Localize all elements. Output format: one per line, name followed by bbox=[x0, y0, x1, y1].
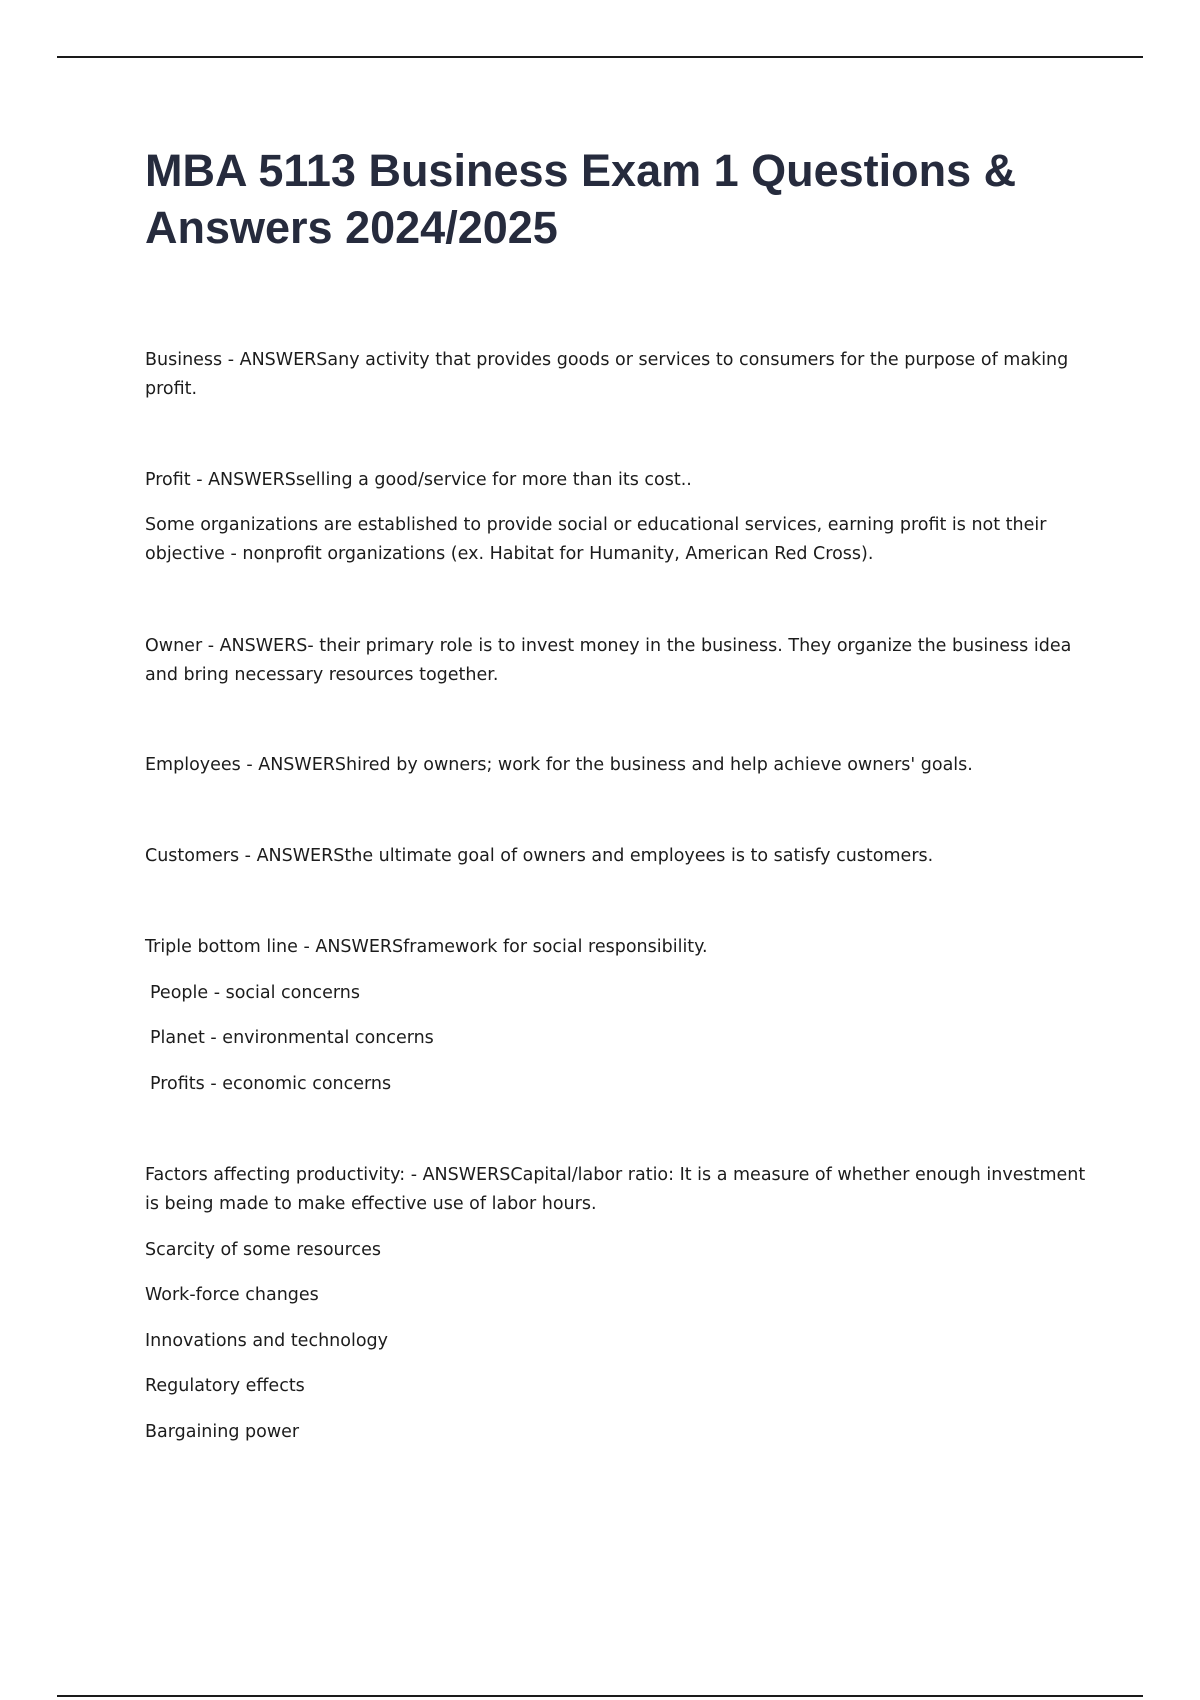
qa-owner: Owner - ANSWERS- their primary role is to invest money in the business. They organize the business idea and bring necessary resources together. bbox=[145, 636, 1072, 685]
list-item-bargaining: Bargaining power bbox=[145, 1422, 300, 1442]
qa-business: Business - ANSWERSany activity that provides goods or services to consumers for the purpose of making profit. bbox=[145, 350, 1069, 399]
list-item-scarcity: Scarcity of some resources bbox=[145, 1240, 381, 1260]
list-item-people: People - social concerns bbox=[150, 983, 360, 1003]
list-item-profits: Profits - economic concerns bbox=[150, 1074, 392, 1094]
qa-profit-note: Some organizations are established to provide social or educational services, earning profit is not their objective - nonprofit organizations (ex. Habitat for Humanity, American Red Cross). bbox=[145, 515, 1047, 564]
list-item-workforce: Work-force changes bbox=[145, 1285, 319, 1305]
qa-triple-bottom-line: Triple bottom line - ANSWERSframework for social responsibility. bbox=[145, 937, 708, 957]
qa-customers: Customers - ANSWERSthe ultimate goal of owners and employees is to satisfy customers. bbox=[145, 846, 934, 866]
top-rule bbox=[57, 56, 1143, 58]
document-title: MBA 5113 Business Exam 1 Questions & Answers 2024/2025 bbox=[145, 145, 1017, 253]
qa-factors-productivity: Factors affecting productivity: - ANSWERSCapital/labor ratio: It is a measure of whether enough investment is being made to make effective use of labor hours. bbox=[145, 1165, 1086, 1214]
list-item-innovations: Innovations and technology bbox=[145, 1331, 388, 1351]
list-item-planet: Planet - environmental concerns bbox=[150, 1028, 434, 1048]
qa-employees: Employees - ANSWERShired by owners; work for the business and help achieve owners' goals. bbox=[145, 755, 973, 775]
list-item-regulatory: Regulatory effects bbox=[145, 1376, 305, 1396]
bottom-rule bbox=[57, 1695, 1143, 1697]
qa-profit: Profit - ANSWERSselling a good/service for more than its cost.. bbox=[145, 470, 692, 490]
